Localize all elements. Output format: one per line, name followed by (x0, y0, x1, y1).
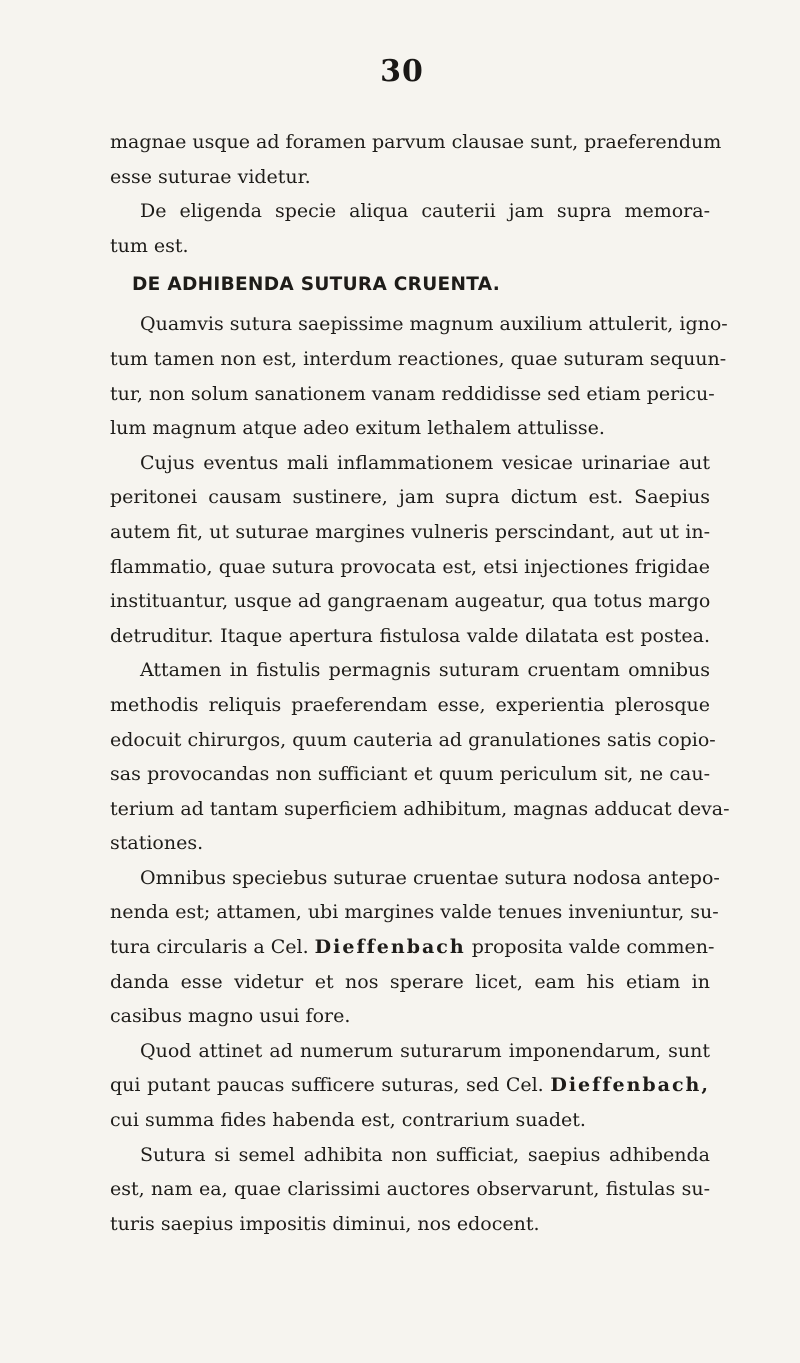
text-line: turis saepius impositis diminui, nos edocent. (110, 1212, 540, 1235)
text-line: cui summa fides habenda est, contrarium suadet. (110, 1109, 586, 1132)
text-line: nenda est; attamen, ubi margines valde tenues inveniuntur, su- (110, 901, 719, 924)
text-fragment: tura circularis a Cel. (110, 936, 309, 959)
text-line: casibus magno usui fore. (110, 1005, 351, 1028)
text-line: tur, non solum sanationem vanam reddidisse sed etiam pericu- (110, 382, 715, 405)
text-line: tum est. (110, 234, 189, 257)
text-line: detruditur. Itaque apertura fistulosa valde dilatata est postea. (110, 624, 710, 647)
text-fragment: qui putant paucas sufficere suturas, sed Cel. (110, 1074, 544, 1097)
section-heading: DE ADHIBENDA SUTURA CRUENTA. (132, 274, 501, 296)
text-line: Sutura si semel adhibita non sufficiat, saepius adhibenda (140, 1143, 710, 1166)
text-line: instituantur, usque ad gangraenam augeatur, qua totus margo (110, 590, 711, 613)
text-line: est, nam ea, quae clarissimi auctores observarunt, fistulas su- (110, 1178, 710, 1201)
text-fragment: proposita valde commen- (471, 936, 715, 959)
text-line: Cujus eventus mali inflammationem vesicae urinariae aut (140, 451, 710, 474)
text-line (110, 1068, 710, 1103)
text-line: peritonei causam sustinere, jam supra dictum est. Saepius (110, 486, 710, 509)
text-line: danda esse videtur et nos sperare licet, eam his etiam in (110, 970, 710, 993)
text-line: Attamen in fistulis permagnis suturam cruentam omnibus (140, 659, 710, 682)
text-line: esse suturae videtur. (110, 165, 311, 188)
text-line: stationes. (110, 832, 204, 855)
text-line: De eligenda specie aliqua cauterii jam supra memora- (140, 200, 710, 223)
text-line: Omnibus speciebus suturae cruentae sutura nodosa antepo- (140, 866, 720, 889)
text-line: autem fit, ut suturae margines vulneris perscindant, aut ut in- (110, 520, 710, 543)
text-line: sas provocandas non sufficiant et quum periculum sit, ne cau- (110, 763, 710, 786)
text-line: flammatio, quae sutura provocata est, etsi injectiones frigidae (110, 555, 710, 578)
page-body (110, 125, 730, 1241)
author-name: Dieffenbach (314, 936, 466, 959)
text-line: Quamvis sutura saepissime magnum auxilium attulerit, igno- (140, 313, 728, 336)
text-line (110, 930, 715, 965)
page-number: 30 (380, 54, 424, 89)
text-line: lum magnum atque adeo exitum lethalem attulisse. (110, 417, 605, 440)
text-line: edocuit chirurgos, quum cauteria ad granulationes satis copio- (110, 728, 716, 751)
text-line: magnae usque ad foramen parvum clausae sunt, praeferendum (110, 131, 722, 153)
text-line: tum tamen non est, interdum reactiones, quae suturam sequun- (110, 347, 727, 370)
text-line: terium ad tantam superficiem adhibitum, magnas adducat deva- (110, 797, 730, 820)
text-line: methodis reliquis praeferendam esse, experientia plerosque (110, 693, 710, 716)
text-line: Quod attinet ad numerum suturarum imponendarum, sunt (140, 1039, 710, 1062)
author-name: Dieffenbach, (550, 1074, 710, 1097)
